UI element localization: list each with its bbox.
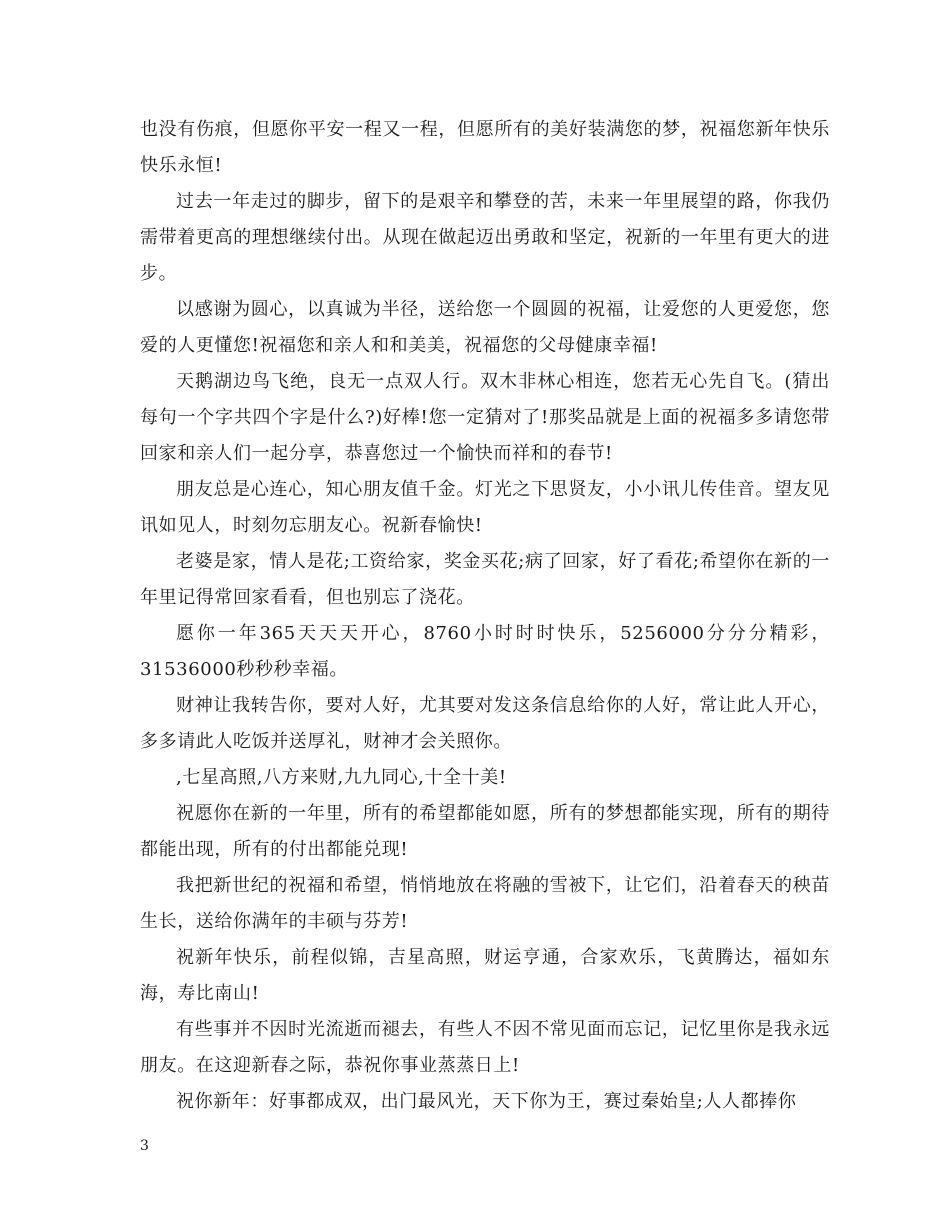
paragraph-5: 朋友总是心连心，知心朋友值千金。灯光之下思贤友，小小讯儿传佳音。望友见讯如见人，时刻勿忘朋友心。祝新春愉快! xyxy=(140,479,830,536)
paragraph-3: 以感谢为圆心，以真诚为半径，送给您一个圆圆的祝福，让爱您的人更爱您，您爱的人更懂您!祝福您和亲人和和美美，祝福您的父母健康幸福! xyxy=(140,299,830,356)
document-body xyxy=(140,112,830,1120)
paragraph-9: ,七星高照,八方来财,九九同心,十全十美! xyxy=(176,767,507,788)
paragraph-13: 有些事并不因时光流逝而褪去，有些人不因不常见面而忘记，记忆里你是我永远朋友。在这迎新春之际，恭祝你事业蒸蒸日上! xyxy=(140,1019,830,1076)
paragraph-11: 我把新世纪的祝福和希望，悄悄地放在将融的雪被下，让它们，沿着春天的秧苗生长，送给你满年的丰硕与芬芳! xyxy=(140,875,830,932)
paragraph-6: 老婆是家，情人是花;工资给家，奖金买花;病了回家，好了看花;希望你在新的一年里记得常回家看看，但也别忘了浇花。 xyxy=(140,551,830,608)
paragraph-1: 也没有伤痕，但愿你平安一程又一程，但愿所有的美好装满您的梦，祝福您新年快乐快乐永恒! xyxy=(140,119,830,176)
paragraph-10: 祝愿你在新的一年里，所有的希望都能如愿，所有的梦想都能实现，所有的期待都能出现，所有的付出都能兑现! xyxy=(140,803,830,860)
paragraph-7: 愿你一年365天天天开心，8760小时时时快乐，5256000分分分精彩，31536000秒秒秒幸福。 xyxy=(140,623,830,680)
paragraph-14: 祝你新年：好事都成双，出门最风光，天下你为王，赛过秦始皇;人人都捧你 xyxy=(176,1091,797,1112)
paragraph-12: 祝新年快乐，前程似锦，吉星高照，财运亨通，合家欢乐，飞黄腾达，福如东海，寿比南山! xyxy=(140,947,830,1004)
paragraph-4: 天鹅湖边鸟飞绝，良无一点双人行。双木非林心相连，您若无心先自飞。(猜出每句一个字共四个字是什么?)好棒!您一定猜对了!那奖品就是上面的祝福多多请您带回家和亲人们一起分享，恭喜您过一个愉快而祥和的春节! xyxy=(140,371,830,464)
page-number: 3 xyxy=(140,1138,149,1154)
paragraph-8: 财神让我转告你，要对人好，尤其要对发这条信息给你的人好，常让此人开心，多多请此人吃饭并送厚礼，财神才会关照你。 xyxy=(140,695,830,752)
paragraph-2: 过去一年走过的脚步，留下的是艰辛和攀登的苦，未来一年里展望的路，你我仍需带着更高的理想继续付出。从现在做起迈出勇敢和坚定，祝新的一年里有更大的进步。 xyxy=(140,191,830,284)
